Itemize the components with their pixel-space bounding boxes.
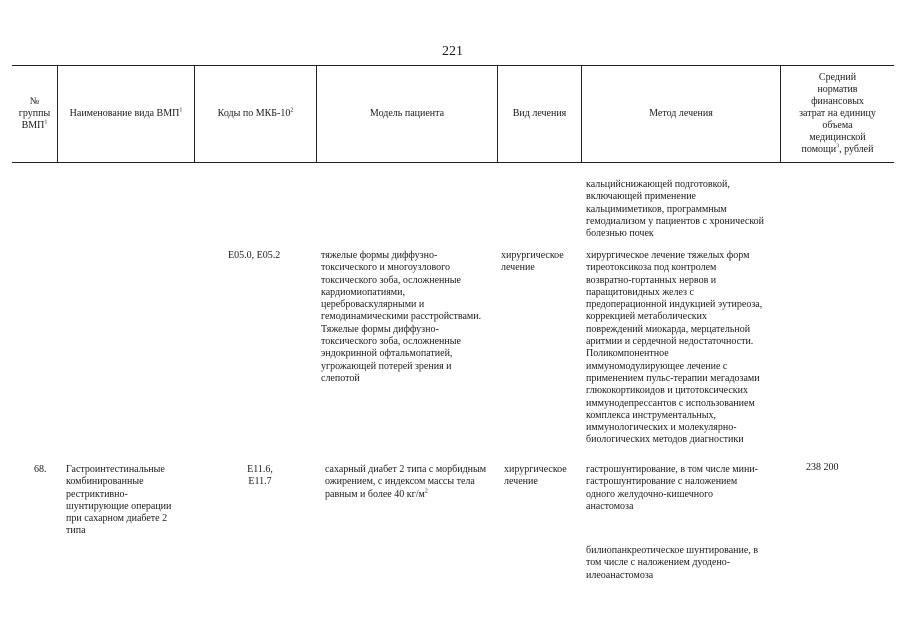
header-cost-norm: Средний норматив финансовых затрат на единицу объема медицинской помощи$^3$, рублей xyxy=(799,71,876,155)
row-68-treatment-type: хирургическое лечение xyxy=(504,464,567,488)
header-vmp-name: Наименование вида ВМП$^1$ xyxy=(69,107,183,119)
header-number: № группы ВМП$^1$ xyxy=(18,95,51,131)
row-68-treatment-method-2: билиопанкреотическое шунтирование, в том числе с наложением дуодено- илеоанастомоза xyxy=(586,545,759,581)
row-68-treatment-method-1: гастрошунтирование, в том числе мини- гастрошунтирование с наложением одного желудочно-кишечного анастомоза xyxy=(586,464,758,512)
row-68-patient-model: сахарный диабет 2 типа с морбидным ожирением, с индексом массы тела равным и более 40 $кг/м^2$ xyxy=(325,464,487,500)
row-68-number: 68. xyxy=(34,464,47,475)
row-e05-codes: E05.0, E05.2 xyxy=(228,250,281,261)
row-68-icd-codes: E11.6, E11.7 xyxy=(247,464,273,488)
row-68-vmp-name: Гастроинтестинальные комбинированные рестриктивно- шунтирующие операции при сахарном диабете 2 типа xyxy=(66,464,172,537)
header-icd-codes: Коды по МКБ-$10^2$ xyxy=(217,107,294,119)
header-treatment-method: Метод лечения xyxy=(649,107,713,119)
row-e05-patient-model: тяжелые формы диффузно- токсического и многоузлового токсического зоба, осложненные кардиомиопатиями, цереброваскулярными и гемодинамическими расстройствами. Тяжелые формы диффузно- токсического зоба, осложненные эндокринной офтальмопатией, угрожающей потерей зрения и слепотой xyxy=(321,250,482,384)
row-68-cost: 238 200 xyxy=(806,462,839,473)
header-bottom-border xyxy=(12,162,894,163)
header-treatment-type: Вид лечения xyxy=(512,107,567,119)
row-e05-treatment-method: хирургическое лечение тяжелых форм тиреотоксикоза под контролем возвратно-гортанных нервов и паращитовидных желез с предоперационной индукцией эутиреоза, коррекцией метаболических повреждений миокарда, мерцательной аритмии и сердечной недостаточности. Поликомпонентное иммуномодулирующее лечение с применением пульс-терапии мегадозами глюкокортикоидов и цитотоксических иммунодепрессантов с использованием комплекса инструментальных, иммунологических и молекулярно- биологических методов диагностики xyxy=(586,250,763,446)
header-patient-model: Модель пациента xyxy=(369,107,445,119)
page-number: 221 xyxy=(442,44,463,59)
continued-method-text: кальцийснижающей подготовкой, включающей применение кальцимиметиков, программным гемодиализом у пациентов с хронической болезнью почек xyxy=(586,179,765,240)
row-e05-treatment-type: хирургическое лечение xyxy=(501,250,564,274)
